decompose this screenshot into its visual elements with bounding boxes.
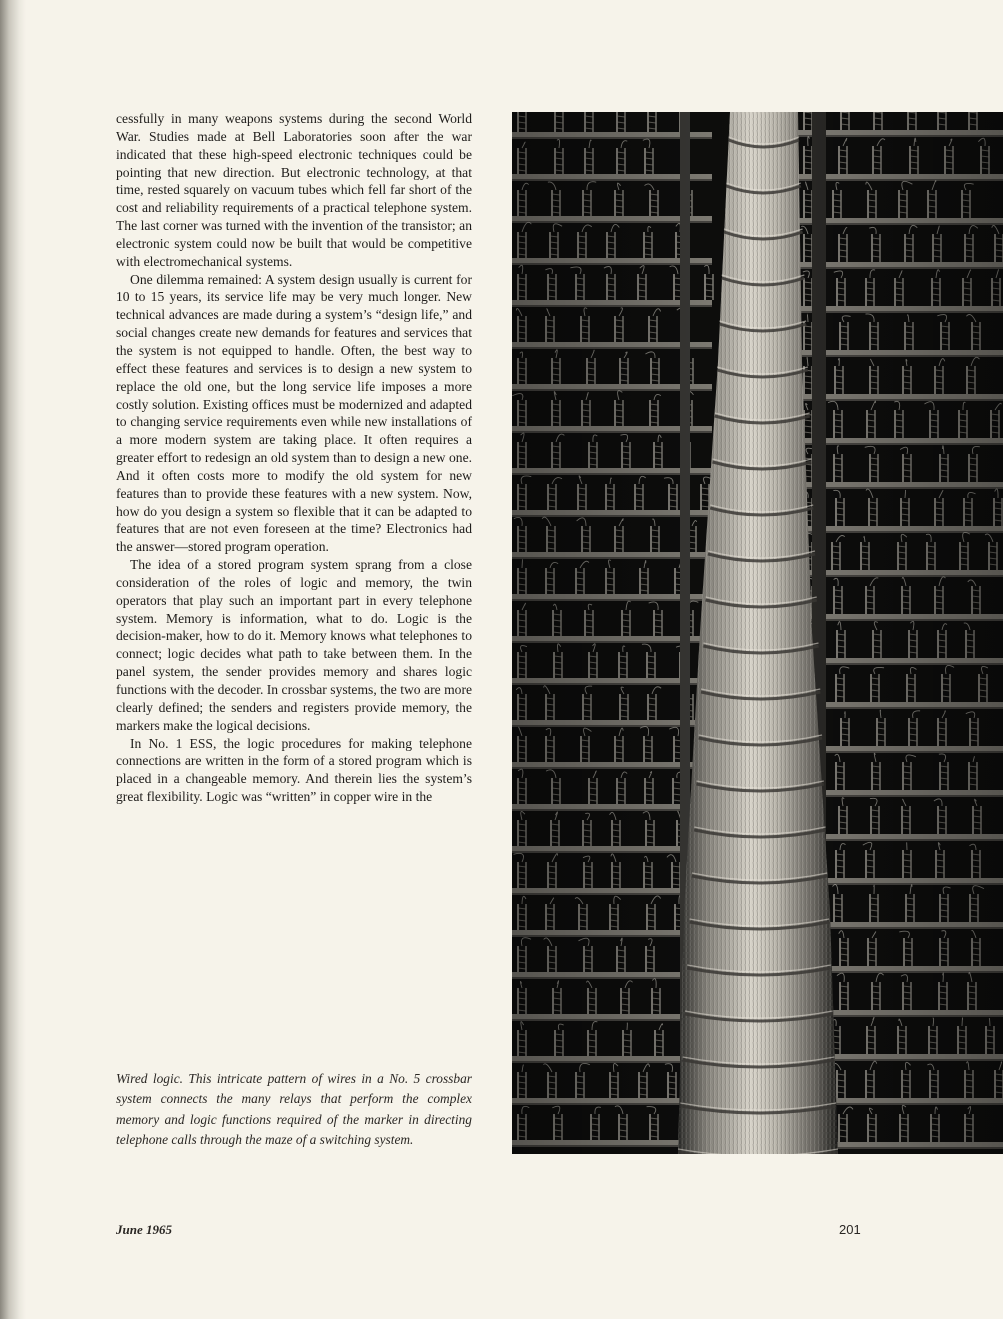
photo-vignette: [512, 112, 1003, 1154]
article-paragraph: The idea of a stored program system sprang from a close consideration of the roles of logic and memory, the twin operators that play such an important part in every telephone system. Memory is information, what to do. Logic is the decision-maker, how to do it. Memory knows what telephones to connect; logic decides what path to take between them. In the panel system, the sender provides memory and shares logic functions with the decoder. In crossbar systems, the two are more clearly defined; the senders and registers provide memory, the markers make the logical decisions.: [116, 557, 472, 733]
article-paragraph: One dilemma remained: A system design usually is current for 10 to 15 years, its service life may be very much longer. New technical advances are made during a system’s “design life,” and social changes create new demands for features and services that the system is not equipped to handle. Often, the best way to effect these features and services is to design a new system to replace the old one, but the long service life imposes a more costly solution. Existing offices must be modernized and adapted to changing service requirements even while new installations of a more modern system are taking place. It often requires a greater effort to redesign an old system than to design a new one. And it often costs more to modify the old system for new features than to provide these features with a new system. Now, how do you design a system so flexible that it can be adapted to features that are not even foreseen at the time? Electronics had the answer—stored program operation.: [116, 271, 472, 555]
binding-gutter-shadow: [0, 0, 26, 1319]
issue-date: June 1965: [116, 1222, 172, 1237]
article-paragraph: cessfully in many weapons systems during the second World War. Studies made at Bell Laboratories soon after the war indicated that these high-speed electronic techniques could be pointing that new direction. But electronic technology, at that time, rested squarely on vacuum tubes which fell far short of the cost and reliability requirements of a practical telephone system. The last corner was turned with the invention of the transistor; an electronic system could now be built that would be competitive with electromechanical systems.: [116, 111, 472, 269]
article-text-column: [116, 110, 472, 806]
photo-caption: Wired logic. This intricate pattern of wires in a No. 5 crossbar system connects the many relays that perform the complex memory and logic functions required of the marker in directing telephone calls through the maze of a switching system.: [116, 1071, 472, 1148]
wired-logic-photo: [512, 112, 1003, 1154]
article-paragraph: In No. 1 ESS, the logic procedures for making telephone connections are written in the form of a stored program which is placed in a changeable memory. And therein lies the system’s great flexibility. Logic was “written” in copper wire in the: [116, 735, 472, 805]
page-number: 201: [839, 1222, 861, 1237]
